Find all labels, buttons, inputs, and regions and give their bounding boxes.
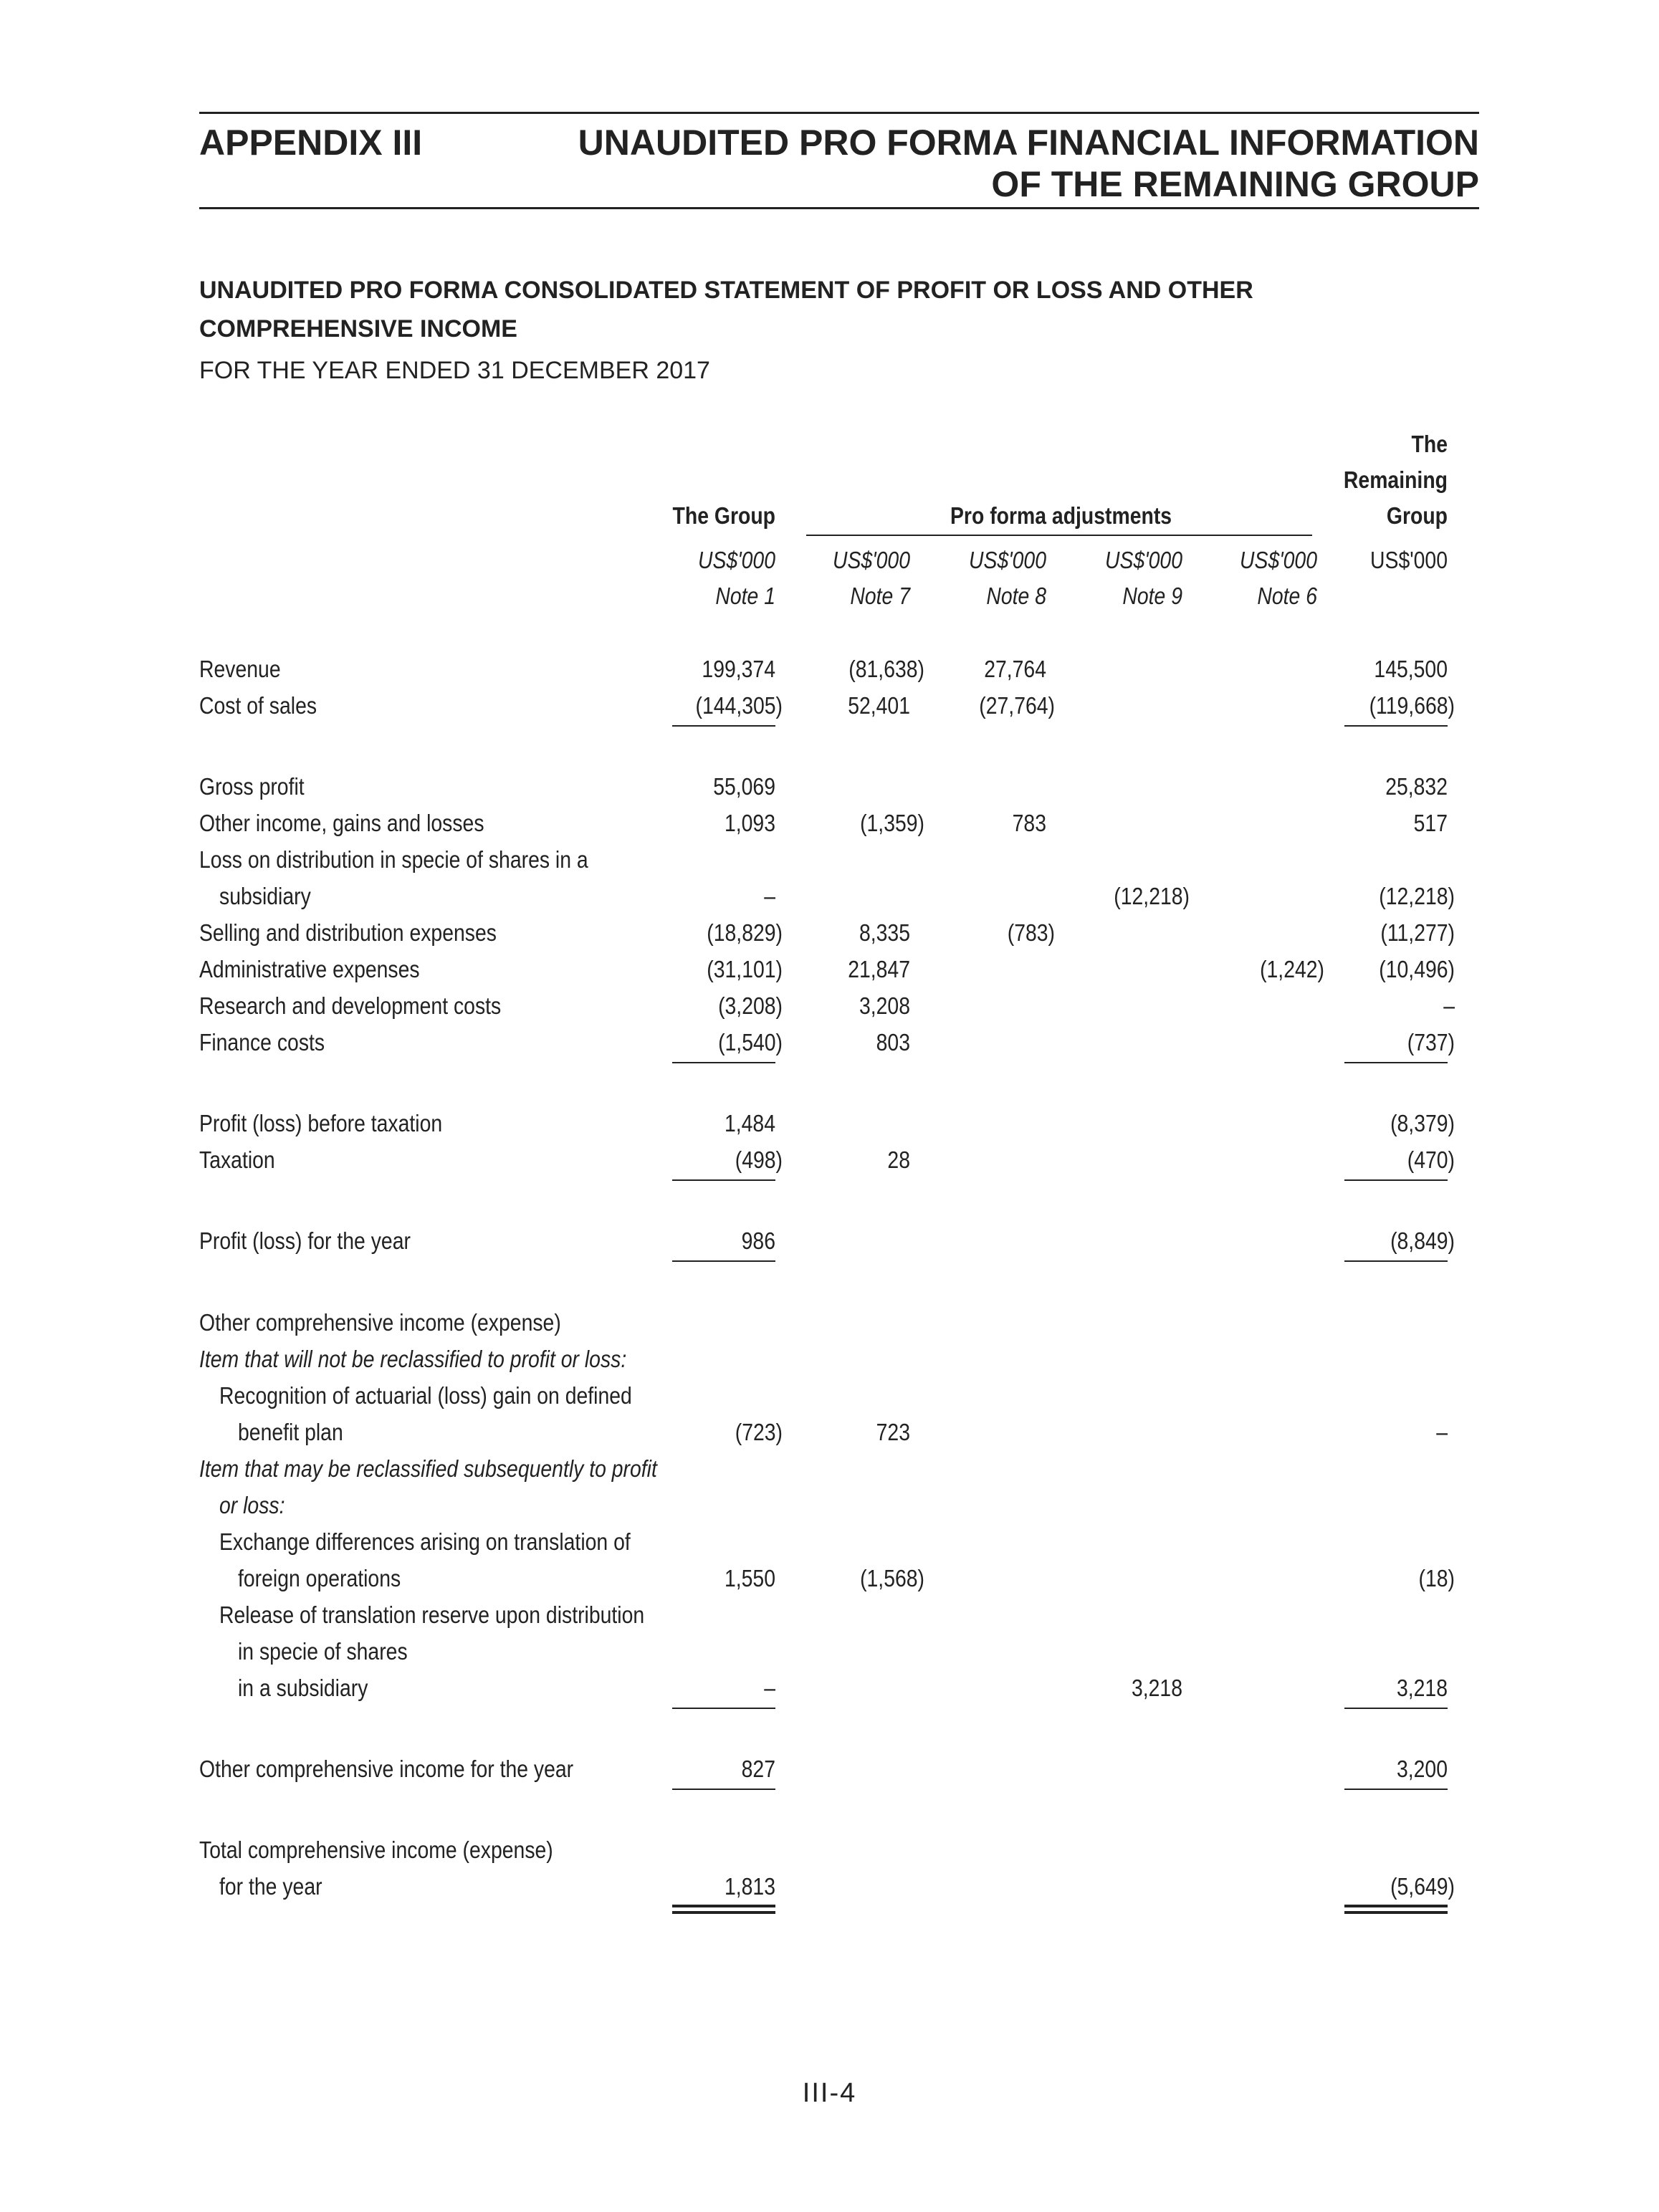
statement-period: FOR THE YEAR ENDED 31 DECEMBER 2017: [199, 357, 710, 384]
row-label-line3: in a subsidiary: [238, 1675, 368, 1701]
value-remaining: (470): [1407, 1146, 1455, 1173]
total-double-rule-remaining: [1344, 1905, 1448, 1907]
value-group: (498): [735, 1146, 783, 1173]
unit-note6: US$'000: [1240, 547, 1317, 573]
subtotal-rule-group: [672, 1260, 775, 1262]
subtotal-rule-group: [672, 1789, 775, 1790]
value-group: –: [764, 883, 775, 909]
value-remaining: (18): [1418, 1565, 1455, 1591]
subtotal-rule-group: [672, 1062, 775, 1063]
value-note7: 28: [887, 1146, 910, 1173]
value-remaining: 25,832: [1385, 773, 1448, 800]
subtotal-rule-remaining: [1344, 1062, 1448, 1063]
note-8: Note 8: [986, 583, 1046, 609]
note-group: Note 1: [715, 583, 775, 609]
row-label-line2: in specie of shares: [238, 1638, 408, 1665]
page-number: III-4: [802, 2078, 857, 2108]
unit-remaining: US$'000: [1370, 547, 1448, 573]
value-note7: 21,847: [848, 956, 910, 982]
statement-title-line1: UNAUDITED PRO FORMA CONSOLIDATED STATEMENT OF PROFIT OR LOSS AND OTHER: [199, 277, 1253, 304]
page-title: [578, 122, 1479, 205]
value-note7: 3,208: [859, 992, 910, 1019]
unit-note7: US$'000: [833, 547, 910, 573]
value-note8: (27,764): [979, 692, 1055, 719]
col-remaining-header-l2: Remaining: [1343, 466, 1448, 493]
value-note7: 8,335: [859, 919, 910, 946]
value-note7: (1,359): [860, 810, 924, 836]
row-label: Research and development costs: [199, 992, 502, 1019]
row-label-line2: subsidiary: [219, 883, 311, 909]
row-label: Cost of sales: [199, 692, 317, 719]
value-group: (31,101): [707, 956, 783, 982]
value-group: 827: [741, 1756, 775, 1782]
row-label-line1: Total comprehensive income (expense): [199, 1837, 553, 1863]
value-group: 1,813: [724, 1873, 775, 1900]
value-group: (723): [735, 1419, 783, 1445]
col-remaining-header-l3: Group: [1386, 502, 1448, 529]
value-group: 1,093: [724, 810, 775, 836]
subtotal-rule-remaining: [1344, 1179, 1448, 1181]
subtotal-rule-group: [672, 725, 775, 727]
section-subheading-line1: Item that may be reclassified subsequently to profit: [199, 1455, 657, 1482]
value-remaining: –: [1436, 1419, 1448, 1445]
row-label-line1: Recognition of actuarial (loss) gain on defined: [219, 1382, 632, 1409]
total-double-rule-remaining: [1344, 1911, 1448, 1914]
unit-note8: US$'000: [969, 547, 1046, 573]
value-group: 55,069: [713, 773, 775, 800]
col-group-header: The Group: [672, 502, 775, 529]
note-7: Note 7: [850, 583, 910, 609]
row-label-line2: for the year: [219, 1873, 322, 1900]
value-group: (144,305): [695, 692, 783, 719]
row-label: Revenue: [199, 656, 281, 682]
note-9: Note 9: [1122, 583, 1182, 609]
col-adjustments-header: Pro forma adjustments: [950, 502, 1172, 529]
value-remaining: 3,200: [1396, 1756, 1448, 1782]
value-note6: (1,242): [1260, 956, 1324, 982]
section-subheading: Item that will not be reclassified to profit or loss:: [199, 1346, 627, 1372]
value-remaining: 517: [1413, 810, 1448, 836]
note-6: Note 6: [1257, 583, 1317, 609]
row-label: Gross profit: [199, 773, 305, 800]
page-title-line1: UNAUDITED PRO FORMA FINANCIAL INFORMATION: [578, 123, 1479, 163]
section-heading: Other comprehensive income (expense): [199, 1309, 561, 1336]
header-top-rule: [199, 112, 1479, 114]
value-remaining: (8,849): [1390, 1227, 1455, 1254]
row-label-line2: benefit plan: [238, 1419, 343, 1445]
unit-group: US$'000: [698, 547, 775, 573]
subtotal-rule-remaining: [1344, 1260, 1448, 1262]
row-label-line1: Loss on distribution in specie of shares in a: [199, 846, 588, 873]
value-group: (3,208): [718, 992, 783, 1019]
page-title-line2: OF THE REMAINING GROUP: [991, 164, 1479, 204]
row-label-line1: Exchange differences arising on translation of: [219, 1528, 631, 1555]
row-label: Profit (loss) for the year: [199, 1227, 411, 1254]
value-group: 986: [741, 1227, 775, 1254]
total-double-rule-group: [672, 1905, 775, 1907]
row-label: Other comprehensive income for the year: [199, 1756, 574, 1782]
value-remaining: (5,649): [1390, 1873, 1455, 1900]
unit-note9: US$'000: [1105, 547, 1182, 573]
value-group: –: [764, 1675, 775, 1701]
value-note9: (12,218): [1114, 883, 1190, 909]
subtotal-rule-group: [672, 1179, 775, 1181]
value-note8: 783: [1012, 810, 1046, 836]
value-remaining: 145,500: [1374, 656, 1448, 682]
value-group: (1,540): [718, 1029, 783, 1055]
row-label-line1: Release of translation reserve upon distribution: [219, 1601, 645, 1628]
value-group: (18,829): [707, 919, 783, 946]
row-label: Profit (loss) before taxation: [199, 1110, 443, 1136]
row-label-line2: foreign operations: [238, 1565, 401, 1591]
row-label: Taxation: [199, 1146, 275, 1173]
value-remaining: (119,668): [1369, 692, 1455, 719]
col-remaining-header-l1: The: [1411, 431, 1448, 457]
value-remaining: –: [1443, 992, 1455, 1019]
value-remaining: 3,218: [1396, 1675, 1448, 1701]
subtotal-rule-group: [672, 1708, 775, 1709]
row-label: Administrative expenses: [199, 956, 420, 982]
value-note7: 723: [876, 1419, 910, 1445]
value-remaining: (12,218): [1379, 883, 1455, 909]
value-group: 199,374: [702, 656, 775, 682]
value-note7: 52,401: [848, 692, 910, 719]
appendix-label: APPENDIX III: [199, 123, 423, 163]
value-group: 1,484: [724, 1110, 775, 1136]
row-label: Finance costs: [199, 1029, 325, 1055]
value-note8: (783): [1007, 919, 1055, 946]
row-label: Other income, gains and losses: [199, 810, 484, 836]
value-note8: 27,764: [984, 656, 1046, 682]
value-note7: (81,638): [848, 656, 924, 682]
value-note7: (1,568): [860, 1565, 924, 1591]
value-note7: 803: [876, 1029, 910, 1055]
value-remaining: (11,277): [1380, 919, 1455, 946]
total-double-rule-group: [672, 1911, 775, 1914]
header-bottom-rule: [199, 207, 1479, 209]
adjustments-header-rule: [806, 535, 1312, 536]
subtotal-rule-remaining: [1344, 1789, 1448, 1790]
row-label: Selling and distribution expenses: [199, 919, 497, 946]
value-remaining: (10,496): [1379, 956, 1455, 982]
section-subheading-line2: or loss:: [219, 1492, 285, 1518]
subtotal-rule-remaining: [1344, 725, 1448, 727]
value-remaining: (737): [1407, 1029, 1455, 1055]
value-group: 1,550: [724, 1565, 775, 1591]
value-remaining: (8,379): [1390, 1110, 1455, 1136]
subtotal-rule-remaining: [1344, 1708, 1448, 1709]
value-note9: 3,218: [1131, 1675, 1182, 1701]
statement-title-line2: COMPREHENSIVE INCOME: [199, 315, 517, 343]
